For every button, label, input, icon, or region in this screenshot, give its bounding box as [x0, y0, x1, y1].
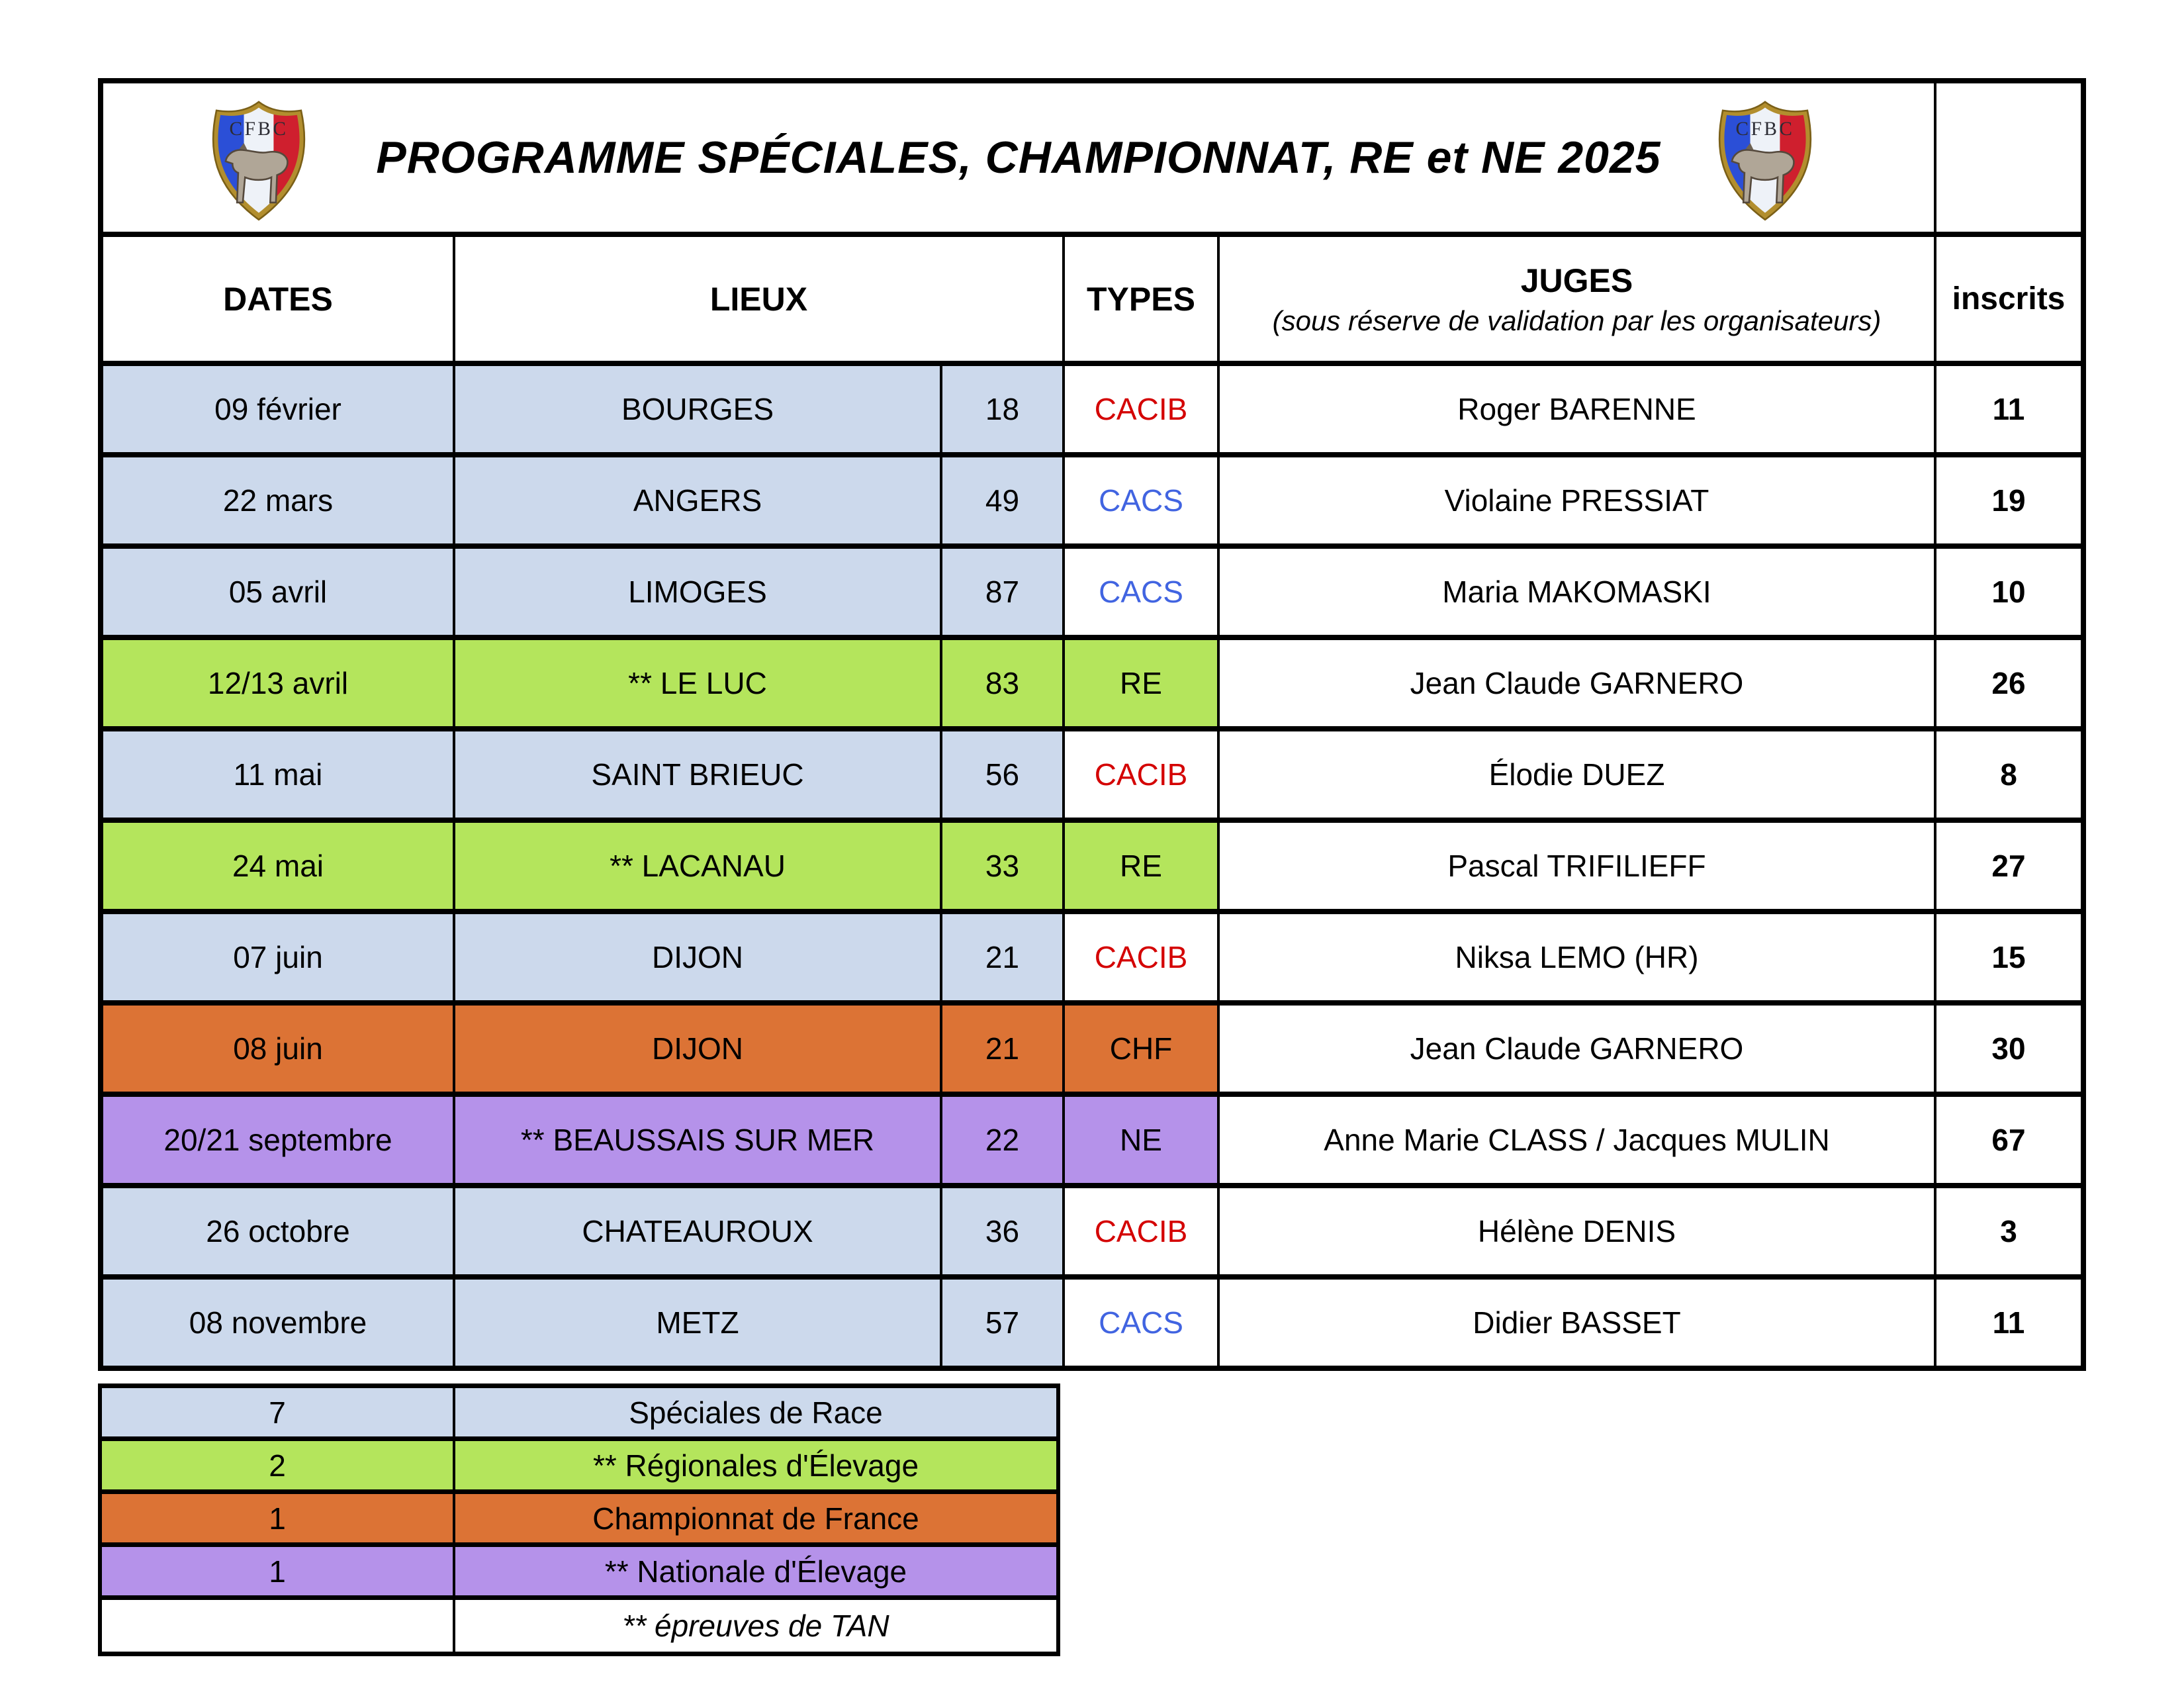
type-cell: CHF: [1064, 1003, 1218, 1094]
type-cell: CACS: [1064, 1277, 1218, 1368]
table-row: [101, 1094, 2083, 1186]
legend-count: [100, 1598, 454, 1654]
date-cell: 09 février: [101, 363, 454, 455]
legend-label: ** Nationale d'Élevage: [454, 1545, 1058, 1598]
type-cell: CACIB: [1064, 729, 1218, 820]
judge-cell: Maria MAKOMASKI: [1218, 546, 1935, 637]
lieu-cell: DIJON: [454, 912, 941, 1003]
date-cell: 24 mai: [101, 820, 454, 912]
juges-header-note: (sous réserve de validation par les organisateurs): [1272, 305, 1882, 336]
cfbc-logo-left: [196, 97, 322, 223]
table-row: [101, 455, 2083, 546]
dept-cell: 83: [941, 637, 1064, 729]
dept-cell: 49: [941, 455, 1064, 546]
col-header-types: TYPES: [1064, 234, 1218, 363]
inscrits-cell: 19: [1935, 455, 2083, 546]
judge-cell: Pascal TRIFILIEFF: [1218, 820, 1935, 912]
legend-count: 2: [100, 1439, 454, 1492]
table-row: [101, 820, 2083, 912]
table-row: [101, 1003, 2083, 1094]
date-cell: 07 juin: [101, 912, 454, 1003]
date-cell: 22 mars: [101, 455, 454, 546]
judge-cell: Jean Claude GARNERO: [1218, 1003, 1935, 1094]
table-row: [101, 1186, 2083, 1277]
lieu-cell: ** LE LUC: [454, 637, 941, 729]
dept-cell: 56: [941, 729, 1064, 820]
table-row: [101, 912, 2083, 1003]
title-row: [101, 81, 2083, 234]
col-header-juges: [1218, 234, 1935, 363]
lieu-cell: CHATEAUROUX: [454, 1186, 941, 1277]
inscrits-cell: 26: [1935, 637, 2083, 729]
legend-label: Spéciales de Race: [454, 1386, 1058, 1439]
col-header-lieux: LIEUX: [454, 234, 1064, 363]
table-row: [101, 637, 2083, 729]
lieu-cell: LIMOGES: [454, 546, 941, 637]
table-row: [101, 729, 2083, 820]
dept-cell: 18: [941, 363, 1064, 455]
legend-row: [100, 1386, 1058, 1439]
dept-cell: 21: [941, 912, 1064, 1003]
dept-cell: 87: [941, 546, 1064, 637]
table-row: [101, 546, 2083, 637]
lieu-cell: DIJON: [454, 1003, 941, 1094]
date-cell: 20/21 septembre: [101, 1094, 454, 1186]
type-cell: RE: [1064, 820, 1218, 912]
dept-cell: 22: [941, 1094, 1064, 1186]
judge-cell: Violaine PRESSIAT: [1218, 455, 1935, 546]
logo-letters: CFBC: [229, 118, 289, 140]
legend-count: 1: [100, 1492, 454, 1545]
inscrits-cell: 10: [1935, 546, 2083, 637]
lieu-cell: ** BEAUSSAIS SUR MER: [454, 1094, 941, 1186]
legend-count: 7: [100, 1386, 454, 1439]
lieu-cell: METZ: [454, 1277, 941, 1368]
legend-count: 1: [100, 1545, 454, 1598]
dept-cell: 21: [941, 1003, 1064, 1094]
type-cell: CACS: [1064, 455, 1218, 546]
legend-table: [98, 1383, 1060, 1656]
type-cell: CACS: [1064, 546, 1218, 637]
legend-label: ** épreuves de TAN: [454, 1598, 1058, 1654]
date-cell: 26 octobre: [101, 1186, 454, 1277]
program-table: [98, 78, 2086, 1371]
date-cell: 08 juin: [101, 1003, 454, 1094]
judge-cell: Élodie DUEZ: [1218, 729, 1935, 820]
inscrits-cell: 11: [1935, 363, 2083, 455]
type-cell: RE: [1064, 637, 1218, 729]
inscrits-cell: 27: [1935, 820, 2083, 912]
judge-cell: Jean Claude GARNERO: [1218, 637, 1935, 729]
title-cell: [101, 81, 1935, 234]
lieu-cell: ANGERS: [454, 455, 941, 546]
legend-row: [100, 1439, 1058, 1492]
legend-row: [100, 1545, 1058, 1598]
judge-cell: Anne Marie CLASS / Jacques MULIN: [1218, 1094, 1935, 1186]
judge-cell: Niksa LEMO (HR): [1218, 912, 1935, 1003]
date-cell: 11 mai: [101, 729, 454, 820]
judge-cell: Didier BASSET: [1218, 1277, 1935, 1368]
table-row: [101, 1277, 2083, 1368]
juges-header-label: JUGES: [1520, 261, 1633, 299]
legend-label: Championnat de France: [454, 1492, 1058, 1545]
inscrits-cell: 8: [1935, 729, 2083, 820]
lieu-cell: SAINT BRIEUC: [454, 729, 941, 820]
inscrits-cell: 30: [1935, 1003, 2083, 1094]
type-cell: CACIB: [1064, 912, 1218, 1003]
lieu-cell: ** LACANAU: [454, 820, 941, 912]
date-cell: 08 novembre: [101, 1277, 454, 1368]
legend-label: ** Régionales d'Élevage: [454, 1439, 1058, 1492]
lieu-cell: BOURGES: [454, 363, 941, 455]
judge-cell: Hélène DENIS: [1218, 1186, 1935, 1277]
type-cell: CACIB: [1064, 363, 1218, 455]
col-header-inscrits: inscrits: [1935, 234, 2083, 363]
table-row: [101, 363, 2083, 455]
type-cell: NE: [1064, 1094, 1218, 1186]
dept-cell: 33: [941, 820, 1064, 912]
inscrits-cell: 67: [1935, 1094, 2083, 1186]
inscrits-cell: 15: [1935, 912, 2083, 1003]
judge-cell: Roger BARENNE: [1218, 363, 1935, 455]
column-header-row: [101, 234, 2083, 363]
type-cell: CACIB: [1064, 1186, 1218, 1277]
dept-cell: 36: [941, 1186, 1064, 1277]
date-cell: 12/13 avril: [101, 637, 454, 729]
col-header-dates: DATES: [101, 234, 454, 363]
dept-cell: 57: [941, 1277, 1064, 1368]
page-title: PROGRAMME SPÉCIALES, CHAMPIONNAT, RE et NE 2025: [376, 132, 1661, 183]
cfbc-logo-right: [1702, 97, 1828, 223]
legend-row: [100, 1598, 1058, 1654]
inscrits-cell: 11: [1935, 1277, 2083, 1368]
legend-row: [100, 1492, 1058, 1545]
logo-letters: CFBC: [1735, 118, 1795, 140]
date-cell: 05 avril: [101, 546, 454, 637]
title-row-empty-cell: [1935, 81, 2083, 234]
inscrits-cell: 3: [1935, 1186, 2083, 1277]
